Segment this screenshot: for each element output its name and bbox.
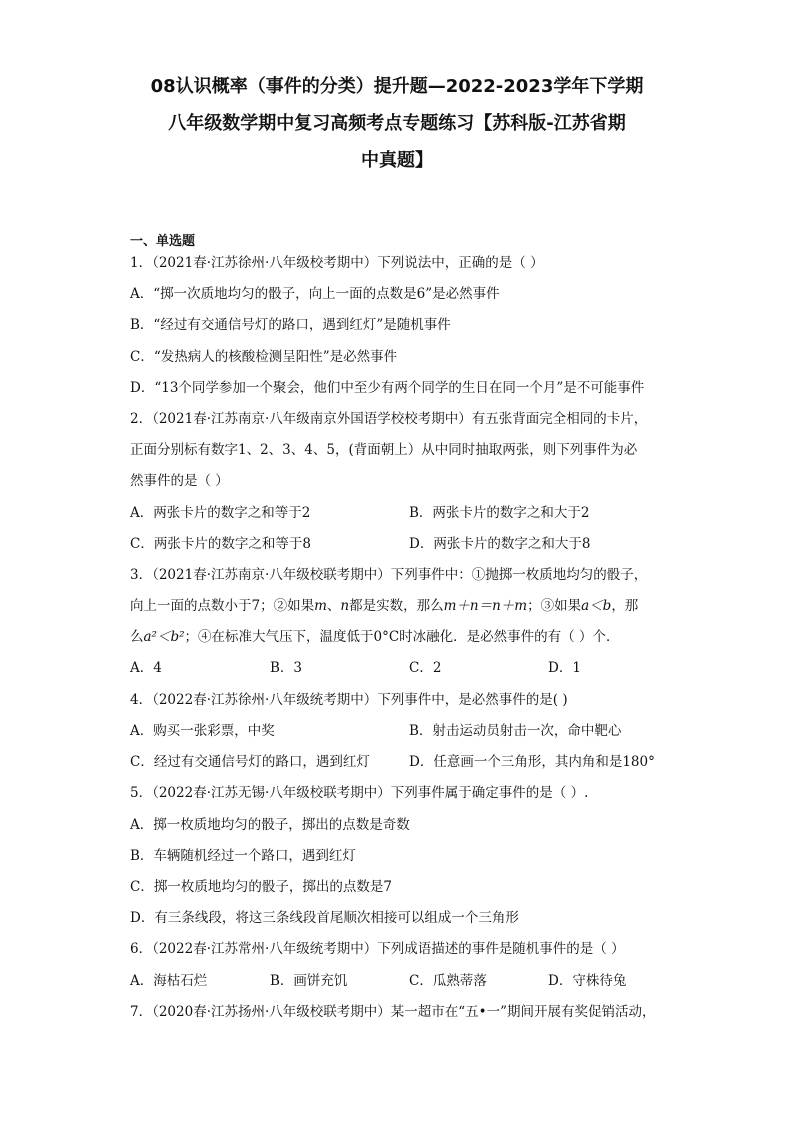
q3-option-a: A．4 <box>130 660 162 676</box>
q5-option-c: C．掷一枚质地均匀的骰子，掷出的点数是7 <box>130 879 392 895</box>
q4-option-b: B．射击运动员射击一次，命中靶心 <box>409 723 622 739</box>
q5-option-d: D．有三条线段，将这三条线段首尾顺次相接可以组成一个三角形 <box>130 910 519 926</box>
q3-stem-text-4: ；③如果 <box>527 598 582 614</box>
q2-stem-line-1: 2．（2021春·江苏南京·八年级南京外国语学校校考期中）有五张背面完全相同的卡片， <box>130 411 648 427</box>
q1-stem: 1．（2021春·江苏徐州·八年级校考期中）下列说法中，正确的是（ ） <box>130 255 544 271</box>
q3-stem-line-1: 3．（2021春·江苏南京·八年级校联考期中）下列事件中：①抛掷一枚质地均匀的骰子， <box>130 567 648 583</box>
q5-stem: 5．（2022春·江苏无锡·八年级校联考期中）下列事件属于确定事件的是（ ）. <box>130 785 589 801</box>
q3-stem-line-3 <box>130 627 619 647</box>
q4-option-a: A．购买一张彩票，中奖 <box>130 723 275 739</box>
q3-option-c: C．2 <box>409 660 442 676</box>
q6-option-b: B．画饼充饥 <box>270 973 348 989</box>
q4-stem: 4．（2022春·江苏徐州·八年级统考期中）下列事件中，是必然事件的是( ) <box>130 692 568 708</box>
title-line-2: 八年级数学期中复习高频考点专题练习【苏科版-江苏省期 <box>168 113 626 134</box>
q6-option-c: C．瓜熟蒂落 <box>409 973 487 989</box>
q2-option-c: C．两张卡片的数字之和等于8 <box>130 536 311 552</box>
q3-stem-text-6: 么 <box>130 629 144 645</box>
q3-stem-text-7: ；④在标准大气压下，温度低于0°C时冰融化．是必然事件的有（ ）个． <box>184 629 620 645</box>
q2-option-b: B．两张卡片的数字之和大于2 <box>409 505 590 521</box>
document-title <box>120 68 674 179</box>
q3-option-d: D．1 <box>548 660 581 676</box>
q2-stem-line-3: 然事件的是（ ） <box>130 473 229 489</box>
q1-option-c: C．“发热病人的核酸检测呈阳性”是必然事件 <box>130 349 398 365</box>
q3-var-m: m <box>314 598 327 614</box>
q1-option-d: D．“13个同学参加一个聚会，他们中至少有两个同学的生日在同一个月”是不可能事件 <box>130 380 645 396</box>
q4-option-c: C．经过有交通信号灯的路口，遇到红灯 <box>130 754 370 770</box>
q3-stem-text-3: 都是实数，那么 <box>349 598 444 614</box>
q6-option-a: A．海枯石烂 <box>130 973 208 989</box>
q1-option-b: B．“经过有交通信号灯的路口，遇到红灯”是随机事件 <box>130 317 451 333</box>
section-heading: 一、单选题 <box>130 234 196 249</box>
q5-option-a: A．掷一枚质地均匀的骰子，掷出的点数是奇数 <box>130 817 410 833</box>
q4-option-d: D．任意画一个三角形，其内角和是180° <box>409 754 655 770</box>
q2-option-a: A．两张卡片的数字之和等于2 <box>130 505 311 521</box>
q3-option-b: B．3 <box>270 660 303 676</box>
q3-stem-line-2 <box>130 596 638 616</box>
q3-stem-text-1: 向上一面的点数小于7；②如果 <box>130 598 315 614</box>
q3-stem-text-2: 、 <box>326 598 341 614</box>
q3-equation: m＋n＝n＋m <box>443 598 528 614</box>
q7-stem: 7．（2020春·江苏扬州·八年级校联考期中）某一超市在“五•一”期间开展有奖促销活动， <box>130 1004 656 1020</box>
q2-option-d: D．两张卡片的数字之和大于8 <box>409 536 591 552</box>
q2-stem-line-2: 正面分别标有数字1、2、3、4、5，(背面朝上）从中同时抽取两张，则下列事件为必 <box>130 442 638 458</box>
q3-stem-text-5: ，那 <box>611 598 639 614</box>
q6-stem: 6．（2022春·江苏常州·八年级统考期中）下列成语描述的事件是随机事件的是（ ） <box>130 941 625 957</box>
q1-option-a: A．“掷一次质地均匀的骰子，向上一面的点数是6”是必然事件 <box>130 286 500 302</box>
q5-option-b: B．车辆随机经过一个路口，遇到红灯 <box>130 848 356 864</box>
q6-option-d: D．守株待兔 <box>548 973 627 989</box>
q3-inequality-2: a²＜b² <box>143 629 185 645</box>
q3-inequality-1: a＜b <box>581 598 612 614</box>
q3-var-n: n <box>340 598 350 614</box>
title-line-1: 08认识概率（事件的分类）提升题—2022-2023学年下学期 <box>150 76 644 97</box>
title-line-3: 中真题】 <box>361 150 433 171</box>
